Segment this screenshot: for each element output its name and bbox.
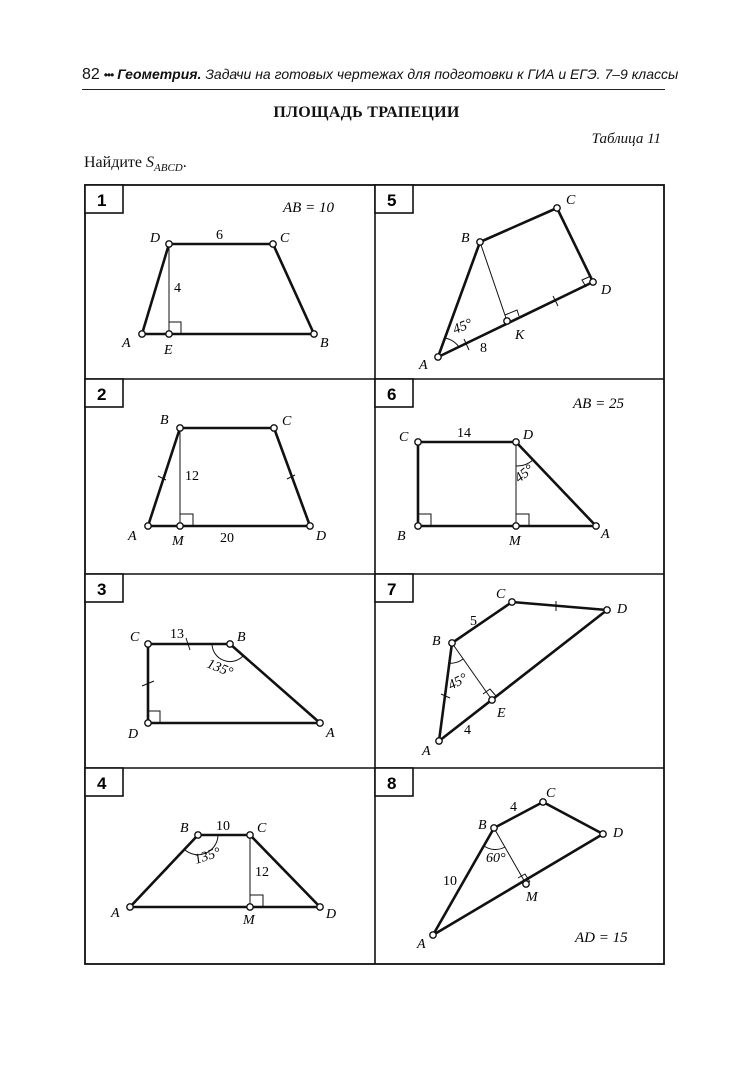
p7-bc-length: 5	[470, 614, 477, 629]
p7-ae-length: 4	[464, 723, 471, 738]
p8-label-m: M	[526, 890, 538, 905]
p4-label-d: D	[326, 907, 337, 922]
number-box-1	[85, 185, 123, 213]
p7-label-c: C	[496, 587, 506, 602]
p1-given: AB = 10	[283, 200, 334, 216]
page-number: 82	[82, 66, 100, 83]
problem-number-3: 3	[97, 580, 107, 599]
p1-label-a: A	[122, 336, 131, 351]
p5-label-b: B	[461, 231, 470, 246]
task-prefix: Найдите	[84, 154, 143, 171]
p2-bottom-length: 20	[220, 531, 234, 546]
p6-label-c: C	[399, 430, 409, 445]
problem-number-5: 5	[387, 191, 397, 210]
p4-height: 12	[255, 865, 269, 880]
p4-label-m: M	[243, 913, 255, 928]
problem-number-4: 4	[97, 774, 107, 793]
p8-label-c: C	[546, 786, 556, 801]
number-box-7	[375, 574, 413, 602]
p2-label-b: B	[160, 413, 169, 428]
p1-label-e: E	[164, 343, 173, 358]
header-dots: •••	[103, 68, 114, 82]
number-box-2	[85, 379, 123, 407]
p3-angle: 135°	[204, 656, 235, 681]
p6-given: AB = 25	[573, 396, 624, 412]
figure-3	[127, 627, 335, 742]
figure-6	[397, 396, 624, 549]
p5-ak-length: 8	[480, 341, 487, 356]
p5-angle: 45°	[450, 316, 475, 338]
p5-label-c: C	[566, 193, 576, 208]
p7-label-b: B	[432, 634, 441, 649]
problem-number-2: 2	[97, 385, 107, 404]
p1-height: 4	[174, 281, 181, 296]
problem-number-8: 8	[387, 774, 397, 793]
problem-number-7: 7	[387, 580, 397, 599]
p5-label-d: D	[601, 283, 612, 298]
number-box-8	[375, 768, 413, 796]
p8-label-d: D	[613, 826, 624, 841]
p3-label-c: C	[130, 630, 140, 645]
task-suffix: .	[182, 154, 187, 171]
p2-height: 12	[185, 469, 199, 484]
p7-angle: 45°	[445, 671, 471, 694]
p3-label-d: D	[128, 727, 139, 742]
problem-number-1: 1	[97, 191, 107, 210]
figure-4	[110, 819, 336, 928]
p8-ab-length: 10	[443, 874, 457, 889]
p3-top-length: 13	[170, 627, 184, 642]
p6-label-a: A	[601, 527, 610, 542]
p2-label-a: A	[128, 529, 137, 544]
number-box-3	[85, 574, 123, 602]
p2-label-c: C	[282, 414, 292, 429]
number-box-6	[375, 379, 413, 407]
p1-label-b: B	[320, 336, 329, 351]
p7-label-a: A	[422, 744, 431, 759]
task-sub: ABCD	[154, 162, 183, 175]
p5-label-a: A	[419, 358, 428, 373]
p5-label-k: K	[515, 328, 525, 343]
book-subtitle: Задачи на готовых чертежах для подготовки к ГИА и ЕГЭ. 7–9 классы	[205, 66, 679, 82]
task-s: S	[146, 154, 155, 171]
figure-2	[127, 413, 326, 549]
p6-label-b: B	[397, 529, 406, 544]
section-title: ПЛОЩАДЬ ТРАПЕЦИИ	[273, 104, 460, 121]
p6-angle: 45°	[512, 462, 537, 487]
p4-label-b: B	[180, 821, 189, 836]
p6-top-length: 14	[457, 426, 471, 441]
p3-label-a: A	[326, 726, 335, 741]
problem-number-6: 6	[387, 385, 397, 404]
p1-label-c: C	[280, 231, 290, 246]
number-box-4	[85, 768, 123, 796]
p4-label-c: C	[257, 821, 267, 836]
p4-angle: 135°	[192, 845, 223, 868]
p1-top-length: 6	[216, 228, 223, 243]
p2-label-m: M	[172, 534, 184, 549]
p4-top-length: 10	[216, 819, 230, 834]
p3-label-b: B	[237, 630, 246, 645]
figure-8	[416, 786, 628, 952]
number-box-5	[375, 185, 413, 213]
p7-label-e: E	[497, 706, 506, 721]
p6-label-d: D	[523, 428, 534, 443]
p8-label-a: A	[417, 937, 426, 952]
book-title: Геометрия.	[117, 66, 202, 82]
p7-label-d: D	[617, 602, 628, 617]
p8-bc-length: 4	[510, 800, 517, 815]
p6-label-m: M	[509, 534, 521, 549]
figure-5	[418, 193, 611, 373]
p8-given: AD = 15	[575, 930, 628, 946]
p8-label-b: B	[478, 818, 487, 833]
p8-angle: 60°	[486, 851, 506, 866]
p4-label-a: A	[111, 906, 120, 921]
figure-7	[421, 587, 627, 759]
p1-label-d: D	[150, 231, 161, 246]
table-label: Таблица 11	[591, 131, 661, 147]
p2-label-d: D	[316, 529, 327, 544]
figure-1	[121, 200, 334, 358]
